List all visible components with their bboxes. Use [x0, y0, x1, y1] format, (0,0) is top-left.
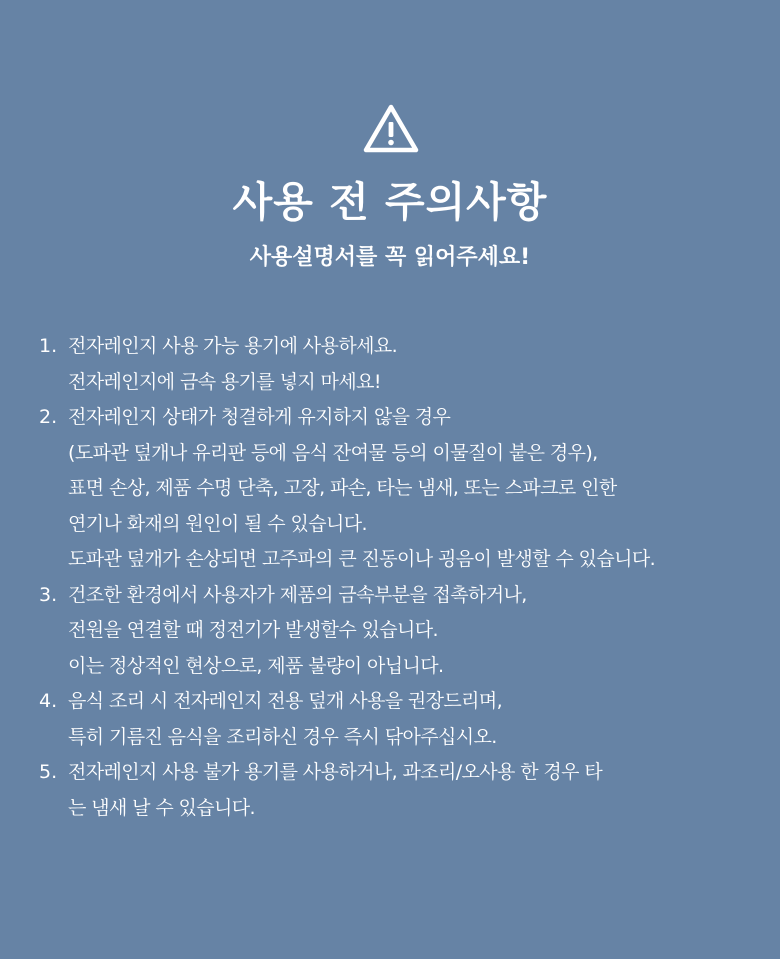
- caution-item-4: [0, 684, 780, 755]
- item-line: 전자레인지 사용 불가 용기를 사용하거나, 과조리/오사용 한 경우 타: [68, 761, 603, 783]
- item-line: 이는 정상적인 현상으로, 제품 불량이 아닙니다.: [68, 654, 444, 677]
- item-number: 4.: [39, 690, 58, 712]
- page-title: 사용 전 주의사항: [232, 178, 548, 226]
- caution-list: [0, 329, 780, 826]
- caution-item-3: [0, 578, 780, 685]
- caution-item-1: [0, 329, 780, 400]
- caution-item-2: [0, 400, 780, 578]
- item-line: (도파관 덮개나 유리판 등에 음식 잔여물 등의 이물질이 붙은 경우),: [68, 441, 598, 464]
- item-number: 5.: [39, 761, 58, 783]
- warning-triangle-icon: [363, 103, 419, 153]
- item-line: 전자레인지 사용 가능 용기에 사용하세요.: [68, 335, 398, 357]
- item-line: 전자레인지 상태가 청결하게 유지하지 않을 경우: [68, 406, 451, 428]
- page-subtitle: 사용설명서를 꼭 읽어주세요!: [249, 245, 531, 270]
- item-line: 건조한 환경에서 사용자가 제품의 금속부분을 접촉하거나,: [68, 583, 527, 606]
- item-line: 도파관 덮개가 손상되면 고주파의 큰 진동이나 굉음이 발생할 수 있습니다.: [68, 548, 656, 570]
- item-line: 는 냄새 날 수 있습니다.: [68, 796, 255, 819]
- item-line: 음식 조리 시 전자레인지 전용 덮개 사용을 권장드리며,: [68, 690, 503, 712]
- item-line: 전자레인지에 금속 용기를 넣지 마세요!: [68, 370, 381, 393]
- item-line: 특히 기름진 음식을 조리하신 경우 즉시 닦아주십시오.: [68, 725, 497, 748]
- item-line: 연기나 화재의 원인이 될 수 있습니다.: [68, 512, 367, 535]
- item-line: 전원을 연결할 때 정전기가 발생할수 있습니다.: [68, 619, 438, 641]
- item-number: 2.: [39, 406, 58, 428]
- item-number: 1.: [39, 335, 58, 357]
- item-line: 표면 손상, 제품 수명 단축, 고장, 파손, 타는 냄새, 또는 스파크로 인한: [68, 477, 617, 499]
- item-number: 3.: [39, 583, 58, 606]
- caution-item-5: [0, 755, 780, 826]
